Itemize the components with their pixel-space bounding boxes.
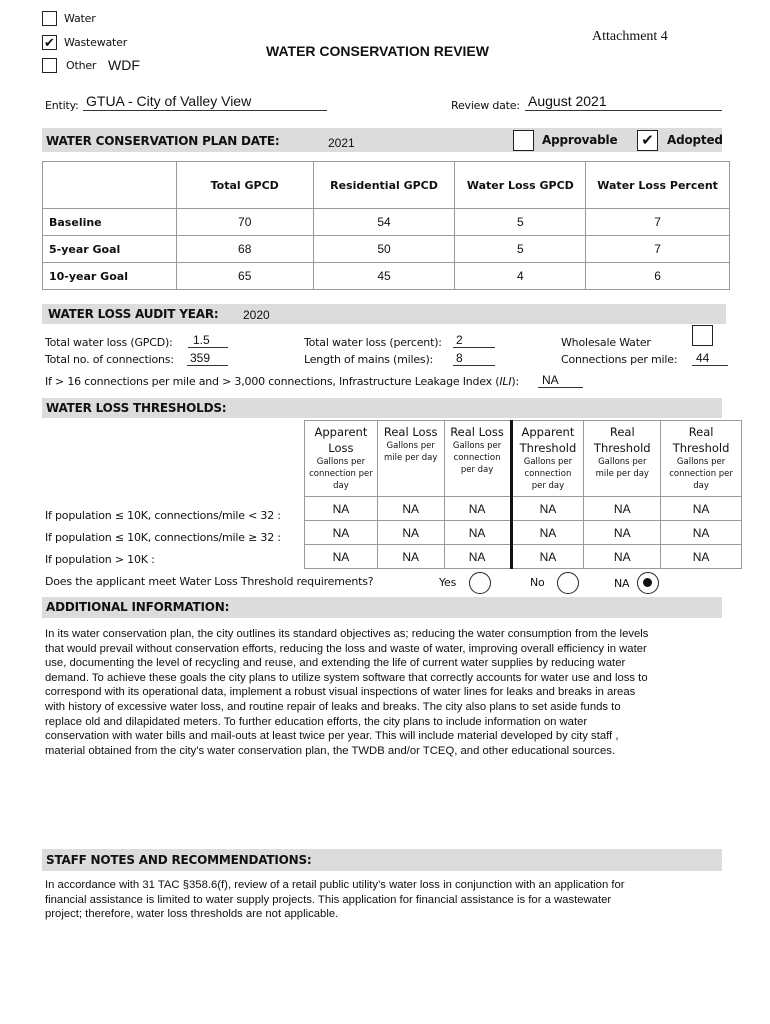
text-line: project; therefore, water loss thresholds are not applicable. [45,908,339,921]
threshold-header-title: Real Loss [450,425,504,439]
gpcd-cell[interactable]: 7 [586,209,730,236]
wholesale-label: Wholesale Water [561,336,651,349]
gpcd-cell[interactable]: 5 [455,236,586,263]
gpcd-cell[interactable]: 4 [455,263,586,290]
connections-underline [187,365,228,366]
mains-value[interactable]: 8 [456,351,463,365]
additional-label: ADDITIONAL INFORMATION: [46,600,230,614]
threshold-cell[interactable]: NA [661,497,742,521]
water-checkbox[interactable] [42,11,57,26]
threshold-header-title: Real Threshold [593,425,651,455]
gpcd-row-label: 5-year Goal [43,236,177,263]
gpcd-row-label: 10-year Goal [43,263,177,290]
threshold-row-label-2: If population ≤ 10K, connections/mile ≥ 32 : [45,531,281,544]
review-date-value[interactable]: August 2021 [528,93,607,109]
threshold-cell[interactable]: NA [377,521,444,545]
entity-underline [83,110,327,111]
text-line: In accordance with 31 TAC §358.6(f), review of a retail public utility’s water loss in conjunction with an application for [45,879,625,891]
threshold-header-title: Real Loss [383,425,438,439]
plan-date-value: 2021 [328,136,355,150]
approvable-checkbox[interactable] [513,130,534,151]
threshold-cell[interactable]: NA [444,521,511,545]
total-loss-gpcd-value[interactable]: 1.5 [193,333,210,347]
table-row [43,209,730,236]
pct-underline [453,347,495,348]
water-label: Water [64,12,96,25]
threshold-question: Does the applicant meet Water Loss Threshold requirements? [45,575,374,588]
other-checkbox[interactable] [42,58,57,73]
thresholds-table [304,420,742,569]
threshold-cell[interactable]: NA [661,545,742,569]
gpcd-cell[interactable]: 70 [176,209,313,236]
option-yes-label: Yes [439,576,457,589]
gpcd-cell[interactable]: 54 [313,209,455,236]
text-line: material obtained from the city's water conservation plan, the TWDB and/or TCEQ, and other educational sources. [45,744,616,757]
gpcd-cell[interactable]: 50 [313,236,455,263]
threshold-header-sub: Gallons per connection per day [669,457,733,491]
gpcd-header-2: Residential GPCD [313,162,455,209]
additional-text [45,627,648,758]
option-no-radio[interactable] [557,572,579,594]
gpcd-cell[interactable]: 65 [176,263,313,290]
threshold-cell[interactable]: NA [377,497,444,521]
gpcd-underline [188,347,228,348]
total-loss-pct-label: Total water loss (percent): [304,336,442,349]
threshold-cell[interactable]: NA [511,545,584,569]
gpcd-header-3: Water Loss GPCD [455,162,586,209]
threshold-header-title: Apparent Threshold [519,425,577,455]
threshold-header-2 [444,421,511,497]
thresholds-label: WATER LOSS THRESHOLDS: [46,401,227,415]
audit-year-label: WATER LOSS AUDIT YEAR: [48,307,219,321]
gpcd-row-label: Baseline [43,209,177,236]
threshold-header-sub: Gallons per connection per day [309,457,373,491]
threshold-row-label-1: If population ≤ 10K, connections/mile < 32 : [45,509,281,522]
table-row [43,236,730,263]
review-date-underline [525,110,722,111]
threshold-header-title: Apparent Loss [314,425,368,455]
option-na-radio[interactable] [637,572,659,594]
adopted-checkbox[interactable] [637,130,658,151]
threshold-cell[interactable]: NA [305,497,378,521]
text-line: correspond with its operational data, implement a robust visual inspections of water lines for leaks and breaks in areas [45,686,636,699]
ili-label: If > 16 connections per mile and > 3,000 connections, Infrastructure Leakage Index (ILI): [45,375,520,388]
threshold-row-label-3: If population > 10K : [45,553,155,566]
gpcd-header-4: Water Loss Percent [586,162,730,209]
check-mark-icon: ✔ [44,35,55,50]
wholesale-checkbox[interactable] [692,325,713,346]
text-line: replace old and dilapidated meters. To further education efforts, the city plans to include information on water [45,715,588,728]
connections-label: Total no. of connections: [45,353,174,366]
text-line: conservation with water bills and mail-outs at least twice per year. This will include material developed by city staff , [45,730,619,743]
threshold-header-sub: Gallons per mile per day [384,441,438,463]
text-line: use, documenting the level of recycling and reuse, and extending the life of current water supplies by reducing water [45,657,626,670]
threshold-cell[interactable]: NA [584,545,661,569]
adopted-label: Adopted [667,133,723,147]
gpcd-cell[interactable]: 7 [586,236,730,263]
threshold-cell[interactable]: NA [305,545,378,569]
approvable-label: Approvable [542,133,618,147]
threshold-cell[interactable]: NA [584,497,661,521]
threshold-cell[interactable]: NA [511,497,584,521]
total-loss-gpcd-label: Total water loss (GPCD): [45,336,173,349]
gpcd-cell[interactable]: 5 [455,209,586,236]
staff-label: STAFF NOTES AND RECOMMENDATIONS: [46,853,312,867]
wastewater-label: Wastewater [64,36,128,49]
connections-value[interactable]: 359 [190,351,211,365]
threshold-cell[interactable]: NA [444,545,511,569]
threshold-header-3 [511,421,584,497]
page-title: WATER CONSERVATION REVIEW [266,43,489,59]
threshold-header-sub: Gallons per connection per day [523,457,573,491]
threshold-header-sub: Gallons per connection per day [452,441,502,475]
conn-per-mile-label: Connections per mile: [561,353,678,366]
option-na-label: NA [614,577,630,590]
attachment-label: Attachment 4 [592,29,668,44]
text-line: financial assistance is limited to water supply projects. This application for financial assistance is for a wastewater [45,893,612,906]
threshold-cell[interactable]: NA [661,521,742,545]
gpcd-table [42,161,730,290]
gpcd-header-1: Total GPCD [176,162,313,209]
threshold-header-title: Real Threshold [672,425,730,455]
threshold-header-sub: Gallons per mile per day [595,457,649,479]
table-row [305,497,742,521]
table-row [305,545,742,569]
gpcd-header-0 [43,162,177,209]
option-no-label: No [530,576,545,589]
audit-year-value: 2020 [243,308,270,322]
ili-underline [538,387,583,388]
entity-label: Entity: [45,99,79,112]
other-label: Other [66,59,97,72]
entity-value[interactable]: GTUA - City of Valley View [86,93,252,109]
gpcd-cell[interactable]: 6 [586,263,730,290]
threshold-cell[interactable]: NA [305,521,378,545]
threshold-header-1 [377,421,444,497]
threshold-header-4 [584,421,661,497]
option-yes-radio[interactable] [469,572,491,594]
total-loss-pct-value[interactable]: 2 [456,333,463,347]
plan-date-label: WATER CONSERVATION PLAN DATE: [46,134,280,148]
check-mark-icon: ✔ [641,132,654,149]
wastewater-checkbox[interactable] [42,35,57,50]
ili-value[interactable]: NA [542,373,559,387]
conn-per-mile-value[interactable]: 44 [696,351,710,365]
staff-text [45,878,625,922]
threshold-cell[interactable]: NA [444,497,511,521]
threshold-header-0 [305,421,378,497]
text-line: with history of excessive water loss, and routine repair of leaks and breaks. The city also plans to set aside funds to [45,700,621,713]
mains-label: Length of mains (miles): [304,353,434,366]
gpcd-cell[interactable]: 45 [313,263,455,290]
text-line: In its water conservation plan, the city outlines its standard objectives as; reducing the water consumption from the levels [45,628,649,640]
table-row [305,521,742,545]
gpcd-cell[interactable]: 68 [176,236,313,263]
mains-underline [453,365,495,366]
table-row [43,263,730,290]
conn-per-mile-underline [692,365,728,366]
threshold-cell[interactable]: NA [584,521,661,545]
threshold-header-5 [661,421,742,497]
text-line: that would prevail without conservation efforts, reducing the loss and waste of water, improving overall efficiency in water [45,642,647,655]
other-value: WDF [108,57,140,73]
threshold-cell[interactable]: NA [511,521,584,545]
threshold-cell[interactable]: NA [377,545,444,569]
review-date-label: Review date: [451,99,520,112]
text-line: demand. To achieve these goals the city plans to utilize system software that correctly accounts for water use and loss to [45,671,648,684]
